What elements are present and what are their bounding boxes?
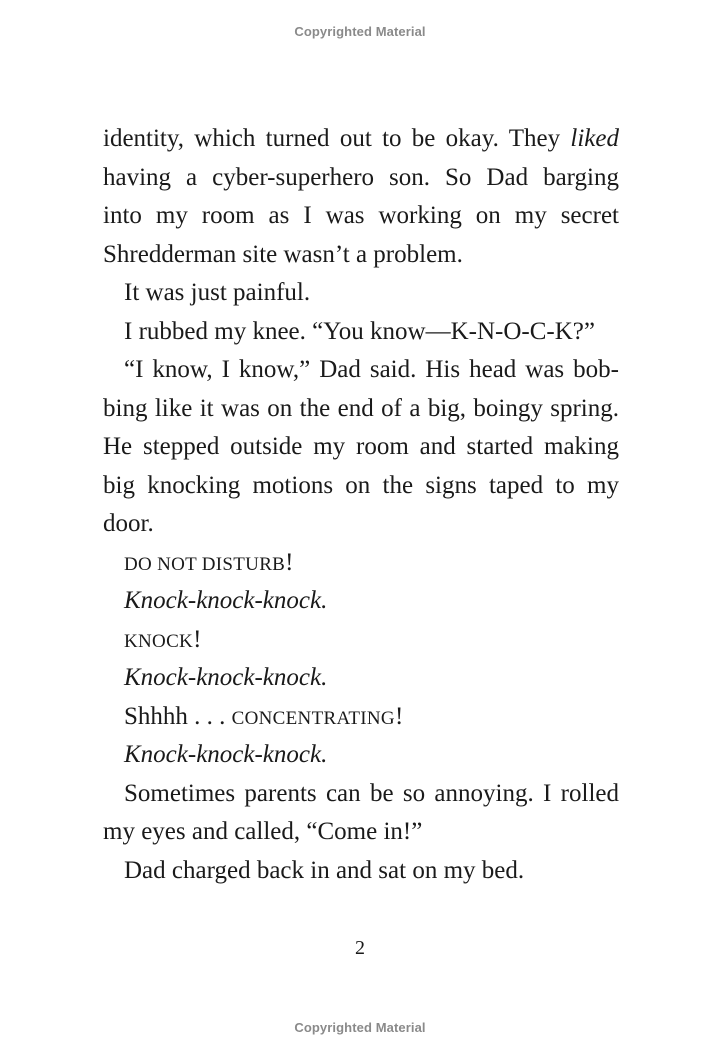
sign-knock bbox=[103, 621, 619, 660]
text-line-2: having a cyber-superhero son. So Dad barging bbox=[103, 163, 619, 191]
small-caps-text: KNOCK bbox=[124, 630, 194, 652]
sign-concentrating bbox=[103, 698, 619, 737]
text-line-19: my eyes and called, “Come in!” bbox=[103, 818, 423, 845]
text-segment: Shhhh . . . bbox=[124, 702, 226, 730]
punctuation: ! bbox=[285, 548, 294, 576]
text-line-6: I rubbed my knee. “You know—K-N-O-C-K?” bbox=[124, 317, 595, 345]
small-caps-text: CONCENTRATING bbox=[231, 707, 395, 729]
italic-emphasis: liked bbox=[570, 125, 619, 152]
copyright-footer: Copyrighted Material bbox=[294, 1020, 426, 1035]
page-number: 2 bbox=[355, 937, 365, 959]
text-segment: identity, which turned out to be okay. They bbox=[103, 125, 561, 152]
text-line-3: into my room as I was working on my secret bbox=[103, 202, 619, 229]
text-line-7: “I know, I know,” Dad said. His head was bob- bbox=[124, 356, 619, 383]
knock-line-3: Knock-knock-knock. bbox=[124, 741, 328, 768]
text-line-8: bing like it was on the end of a big, boingy spring. bbox=[103, 394, 619, 422]
punctuation: ! bbox=[394, 702, 404, 730]
copyright-header: Copyrighted Material bbox=[294, 24, 426, 39]
text-line-9: He stepped outside my room and started making bbox=[103, 433, 619, 460]
text-line-18: Sometimes parents can be so annoying. I rolled bbox=[124, 779, 619, 807]
knock-line-1: Knock-knock-knock. bbox=[124, 587, 328, 614]
punctuation: ! bbox=[193, 625, 202, 653]
page-body-text bbox=[103, 120, 619, 890]
text-line-4: Shredderman site wasn’t a problem. bbox=[103, 240, 463, 268]
text-line-10: big knocking motions on the signs taped to my bbox=[103, 471, 619, 499]
small-caps-text: DO NOT DISTURB bbox=[124, 553, 286, 575]
text-line-5: It was just painful. bbox=[124, 279, 311, 306]
text-line-11: door. bbox=[103, 510, 154, 537]
text-line-1 bbox=[103, 120, 619, 159]
sign-do-not-disturb bbox=[103, 544, 619, 583]
knock-line-2: Knock-knock-knock. bbox=[124, 664, 328, 691]
text-line-20: Dad charged back in and sat on my bed. bbox=[124, 856, 525, 884]
